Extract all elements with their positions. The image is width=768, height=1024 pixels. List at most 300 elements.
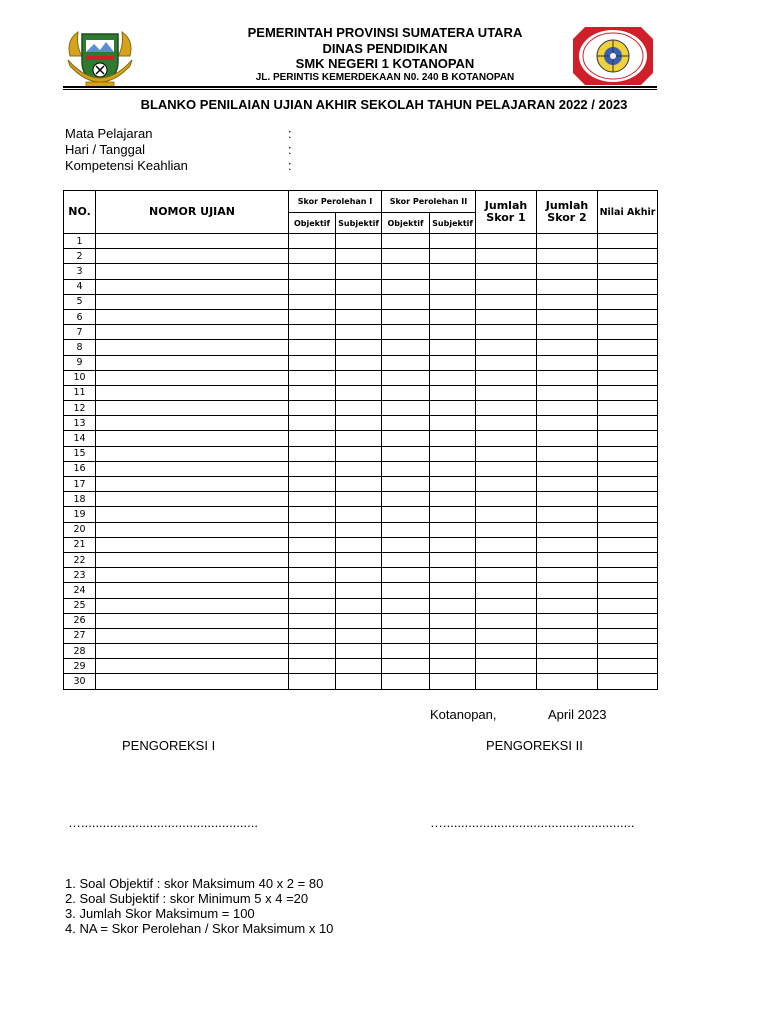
table-cell (96, 598, 289, 613)
table-cell (537, 249, 598, 264)
row-number: 2 (64, 249, 96, 264)
table-cell (382, 644, 430, 659)
table-cell (336, 583, 382, 598)
table-cell (598, 644, 658, 659)
col-header-total-2: Jumlah Skor 2 (537, 191, 598, 234)
table-cell (96, 583, 289, 598)
row-number: 16 (64, 461, 96, 476)
table-cell (336, 309, 382, 324)
table-cell (598, 340, 658, 355)
table-row (64, 522, 658, 537)
table-cell (289, 522, 336, 537)
header-divider-thin (63, 89, 657, 90)
table-cell (289, 659, 336, 674)
field-colon-subject: : (288, 126, 292, 141)
row-number: 8 (64, 340, 96, 355)
table-row (64, 583, 658, 598)
table-cell (598, 234, 658, 249)
table-cell (382, 568, 430, 583)
table-cell (336, 249, 382, 264)
field-label-subject: Mata Pelajaran (65, 126, 153, 141)
table-cell (336, 598, 382, 613)
table-cell (476, 416, 537, 431)
table-cell (96, 340, 289, 355)
col-header-score-2-group: Skor Perolehan II (382, 191, 476, 213)
table-cell (598, 401, 658, 416)
table-cell (598, 249, 658, 264)
table-cell (289, 507, 336, 522)
table-cell (96, 385, 289, 400)
table-cell (476, 598, 537, 613)
corrector-2-label: PENGOREKSI II (486, 738, 583, 753)
table-row (64, 325, 658, 340)
col-header-score-1-group: Skor Perolehan I (289, 191, 382, 213)
table-cell (382, 446, 430, 461)
table-cell (537, 568, 598, 583)
table-cell (289, 370, 336, 385)
document-title: BLANKO PENILAIAN UJIAN AKHIR SEKOLAH TAHUN PELAJARAN 2022 / 2023 (140, 97, 628, 112)
table-cell (476, 385, 537, 400)
col-header-final-score: Nilai Akhir (598, 191, 658, 234)
table-cell (430, 309, 476, 324)
table-cell (382, 264, 430, 279)
table-cell (476, 628, 537, 643)
table-cell (430, 294, 476, 309)
row-number: 14 (64, 431, 96, 446)
table-cell (96, 279, 289, 294)
table-cell (96, 234, 289, 249)
row-number: 21 (64, 537, 96, 552)
table-cell (537, 279, 598, 294)
table-cell (336, 279, 382, 294)
table-cell (96, 309, 289, 324)
corrector-2-signature-line: …..................................................... (430, 815, 635, 830)
table-cell (537, 355, 598, 370)
table-cell (476, 583, 537, 598)
table-cell (598, 431, 658, 446)
table-cell (476, 446, 537, 461)
table-cell (336, 264, 382, 279)
table-row (64, 370, 658, 385)
table-cell (430, 522, 476, 537)
table-cell (336, 461, 382, 476)
table-cell (598, 416, 658, 431)
table-cell (598, 309, 658, 324)
field-label-competency: Kompetensi Keahlian (65, 158, 188, 173)
note-1: 1. Soal Objektif : skor Maksimum 40 x 2 = 80 (65, 876, 324, 891)
table-cell (336, 416, 382, 431)
row-number: 19 (64, 507, 96, 522)
table-row (64, 674, 658, 689)
table-cell (382, 401, 430, 416)
table-cell (598, 279, 658, 294)
table-cell (476, 613, 537, 628)
table-cell (96, 568, 289, 583)
row-number: 3 (64, 264, 96, 279)
table-cell (289, 325, 336, 340)
note-2: 2. Soal Subjektif : skor Minimum 5 x 4 =20 (65, 891, 309, 906)
table-cell (598, 522, 658, 537)
table-cell (537, 598, 598, 613)
table-cell (382, 431, 430, 446)
table-cell (476, 309, 537, 324)
note-4: 4. NA = Skor Perolehan / Skor Maksimum x 10 (65, 921, 334, 936)
table-cell (336, 492, 382, 507)
table-cell (382, 416, 430, 431)
table-cell (289, 583, 336, 598)
table-cell (476, 507, 537, 522)
table-cell (598, 568, 658, 583)
table-cell (598, 446, 658, 461)
table-cell (96, 249, 289, 264)
table-cell (598, 628, 658, 643)
table-cell (96, 416, 289, 431)
table-cell (96, 492, 289, 507)
table-cell (430, 446, 476, 461)
row-number: 26 (64, 613, 96, 628)
table-cell (336, 568, 382, 583)
table-cell (430, 385, 476, 400)
table-cell (598, 355, 658, 370)
table-cell (382, 325, 430, 340)
col-header-objective-2: Objektif (382, 213, 430, 234)
table-row (64, 401, 658, 416)
table-cell (537, 309, 598, 324)
table-row (64, 309, 658, 324)
table-cell (476, 461, 537, 476)
table-cell (382, 477, 430, 492)
table-cell (537, 325, 598, 340)
table-cell (382, 583, 430, 598)
table-cell (382, 370, 430, 385)
row-number: 9 (64, 355, 96, 370)
table-cell (289, 355, 336, 370)
row-number: 1 (64, 234, 96, 249)
row-number: 10 (64, 370, 96, 385)
table-cell (537, 477, 598, 492)
table-cell (476, 552, 537, 567)
table-cell (96, 537, 289, 552)
table-cell (476, 279, 537, 294)
col-header-subjective-1: Subjektif (336, 213, 382, 234)
table-cell (289, 461, 336, 476)
table-cell (96, 431, 289, 446)
table-cell (476, 294, 537, 309)
table-cell (598, 325, 658, 340)
table-cell (537, 461, 598, 476)
table-cell (537, 522, 598, 537)
row-number: 7 (64, 325, 96, 340)
table-cell (336, 355, 382, 370)
table-cell (598, 507, 658, 522)
table-cell (382, 598, 430, 613)
table-row (64, 537, 658, 552)
table-cell (336, 477, 382, 492)
table-row (64, 279, 658, 294)
table-cell (598, 264, 658, 279)
row-number: 22 (64, 552, 96, 567)
table-cell (382, 492, 430, 507)
table-cell (96, 294, 289, 309)
table-cell (382, 537, 430, 552)
table-cell (336, 325, 382, 340)
table-cell (382, 461, 430, 476)
row-number: 24 (64, 583, 96, 598)
table-cell (430, 644, 476, 659)
table-cell (537, 659, 598, 674)
table-cell (96, 355, 289, 370)
scoring-notes (65, 876, 333, 936)
table-cell (289, 598, 336, 613)
header-divider (63, 86, 657, 88)
table-cell (289, 309, 336, 324)
table-cell (476, 568, 537, 583)
table-cell (476, 522, 537, 537)
table-cell (537, 552, 598, 567)
table-cell (96, 659, 289, 674)
header-department-line: DINAS PENDIDIKAN (322, 41, 448, 56)
table-cell (96, 264, 289, 279)
table-cell (430, 416, 476, 431)
table-cell (289, 294, 336, 309)
row-number: 17 (64, 477, 96, 492)
table-cell (289, 340, 336, 355)
table-cell (537, 537, 598, 552)
table-cell (598, 583, 658, 598)
table-cell (598, 537, 658, 552)
table-cell (336, 340, 382, 355)
table-cell (430, 340, 476, 355)
table-cell (430, 674, 476, 689)
table-cell (336, 385, 382, 400)
header-school-name: SMK NEGERI 1 KOTANOPAN (295, 56, 475, 71)
table-cell (598, 659, 658, 674)
table-cell (598, 492, 658, 507)
table-cell (430, 264, 476, 279)
table-cell (289, 674, 336, 689)
table-cell (430, 477, 476, 492)
table-row (64, 507, 658, 522)
row-number: 25 (64, 598, 96, 613)
table-cell (537, 401, 598, 416)
table-cell (476, 234, 537, 249)
table-cell (382, 340, 430, 355)
row-number: 27 (64, 628, 96, 643)
table-cell (289, 568, 336, 583)
table-cell (430, 325, 476, 340)
table-cell (598, 674, 658, 689)
table-cell (537, 370, 598, 385)
table-cell (382, 522, 430, 537)
table-row (64, 234, 658, 249)
table-cell (96, 401, 289, 416)
table-cell (96, 325, 289, 340)
row-number: 12 (64, 401, 96, 416)
row-number: 23 (64, 568, 96, 583)
table-cell (336, 507, 382, 522)
table-row (64, 477, 658, 492)
table-cell (476, 340, 537, 355)
table-cell (96, 507, 289, 522)
field-colon-competency: : (288, 158, 292, 173)
table-cell (430, 401, 476, 416)
table-cell (336, 613, 382, 628)
row-number: 11 (64, 385, 96, 400)
table-cell (430, 628, 476, 643)
table-cell (96, 674, 289, 689)
table-cell (289, 492, 336, 507)
table-cell (537, 507, 598, 522)
table-cell (537, 674, 598, 689)
table-cell (96, 552, 289, 567)
row-number: 28 (64, 644, 96, 659)
table-cell (476, 492, 537, 507)
table-cell (289, 477, 336, 492)
corrector-1-label: PENGOREKSI I (122, 738, 216, 753)
table-row (64, 446, 658, 461)
score-table (63, 190, 658, 690)
table-cell (537, 613, 598, 628)
table-cell (382, 249, 430, 264)
table-cell (598, 552, 658, 567)
table-cell (430, 537, 476, 552)
table-row (64, 461, 658, 476)
table-cell (382, 385, 430, 400)
table-cell (336, 431, 382, 446)
table-cell (96, 613, 289, 628)
table-cell (96, 644, 289, 659)
table-cell (430, 234, 476, 249)
table-cell (537, 416, 598, 431)
provincial-emblem-logo (64, 26, 136, 90)
row-number: 29 (64, 659, 96, 674)
table-cell (382, 294, 430, 309)
row-number: 18 (64, 492, 96, 507)
table-cell (476, 659, 537, 674)
table-cell (289, 431, 336, 446)
table-row (64, 492, 658, 507)
table-cell (289, 628, 336, 643)
table-cell (289, 416, 336, 431)
table-cell (382, 628, 430, 643)
table-cell (430, 355, 476, 370)
table-row (64, 628, 658, 643)
table-row (64, 431, 658, 446)
table-cell (336, 628, 382, 643)
table-cell (336, 370, 382, 385)
table-row (64, 659, 658, 674)
table-cell (382, 234, 430, 249)
note-3: 3. Jumlah Skor Maksimum = 100 (65, 906, 255, 921)
table-cell (537, 583, 598, 598)
table-cell (598, 294, 658, 309)
table-cell (336, 659, 382, 674)
table-row (64, 264, 658, 279)
row-number: 15 (64, 446, 96, 461)
table-cell (382, 507, 430, 522)
table-cell (96, 628, 289, 643)
table-cell (430, 552, 476, 567)
table-cell (289, 613, 336, 628)
table-cell (430, 507, 476, 522)
table-cell (289, 552, 336, 567)
table-cell (537, 340, 598, 355)
row-number: 6 (64, 309, 96, 324)
table-cell (289, 537, 336, 552)
table-cell (336, 401, 382, 416)
signature-place: Kotanopan, (430, 707, 497, 722)
table-cell (598, 613, 658, 628)
table-cell (289, 401, 336, 416)
table-cell (476, 674, 537, 689)
table-row (64, 644, 658, 659)
table-cell (289, 234, 336, 249)
col-header-exam-number: NOMOR UJIAN (96, 191, 289, 234)
table-cell (476, 325, 537, 340)
table-cell (537, 385, 598, 400)
table-cell (382, 279, 430, 294)
table-cell (598, 370, 658, 385)
table-cell (336, 522, 382, 537)
table-cell (336, 552, 382, 567)
table-cell (537, 431, 598, 446)
table-row (64, 552, 658, 567)
table-cell (430, 598, 476, 613)
corrector-1-signature-line: …................................................. (68, 815, 258, 830)
table-cell (96, 522, 289, 537)
table-cell (430, 370, 476, 385)
table-cell (430, 613, 476, 628)
field-colon-date: : (288, 142, 292, 157)
table-cell (289, 446, 336, 461)
col-header-subjective-2: Subjektif (430, 213, 476, 234)
table-row (64, 385, 658, 400)
row-number: 13 (64, 416, 96, 431)
table-cell (430, 461, 476, 476)
field-label-date: Hari / Tanggal (65, 142, 145, 157)
table-cell (289, 644, 336, 659)
col-header-total-1: Jumlah Skor 1 (476, 191, 537, 234)
table-cell (382, 674, 430, 689)
table-cell (96, 446, 289, 461)
table-cell (430, 431, 476, 446)
table-cell (336, 234, 382, 249)
table-cell (336, 644, 382, 659)
table-cell (382, 613, 430, 628)
table-cell (382, 659, 430, 674)
table-cell (537, 294, 598, 309)
table-cell (289, 249, 336, 264)
table-cell (476, 401, 537, 416)
table-cell (598, 477, 658, 492)
table-cell (537, 492, 598, 507)
table-cell (476, 644, 537, 659)
row-number: 20 (64, 522, 96, 537)
score-table-body (64, 234, 658, 690)
table-cell (537, 264, 598, 279)
row-number: 5 (64, 294, 96, 309)
table-cell (430, 659, 476, 674)
header-government-line: PEMERINTAH PROVINSI SUMATERA UTARA (247, 25, 523, 40)
table-cell (430, 583, 476, 598)
table-cell (430, 568, 476, 583)
table-cell (336, 294, 382, 309)
table-cell (537, 644, 598, 659)
table-cell (289, 385, 336, 400)
table-cell (476, 355, 537, 370)
table-cell (96, 477, 289, 492)
table-cell (537, 628, 598, 643)
